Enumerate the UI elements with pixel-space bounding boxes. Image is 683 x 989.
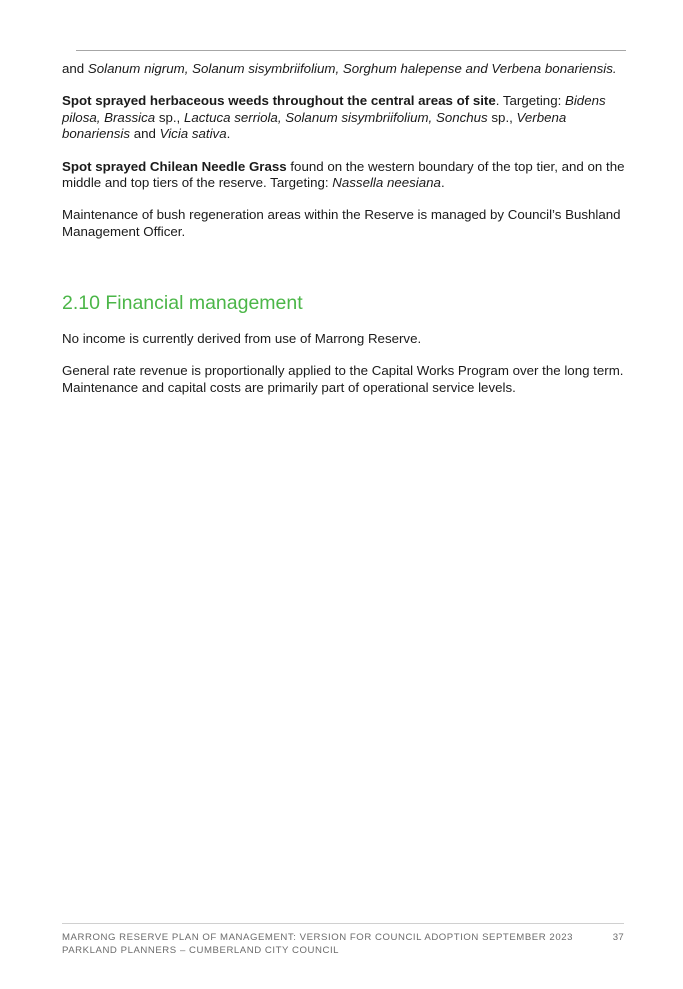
text-run: sp., [155,109,184,125]
text-run: . Targeting: [495,93,565,109]
text-run: . [226,126,231,142]
text-run: Spot sprayed herbaceous weeds throughout the central areas of site [62,93,496,109]
paragraph-spot-sprayed-chilean [62,159,628,192]
page-footer [62,931,624,957]
text-run: Bidens pilosa, Brassica [62,93,606,125]
text-run: found on the western boundary of the top tier, and on the middle and top tiers of the reserve. Targeting: [62,158,625,191]
text-run: Nassella neesiana [332,175,441,191]
text-run: . [440,175,445,191]
paragraph-income: No income is currently derived from use of Marrong Reserve. [62,331,422,346]
text-run: Solanum nigrum, Solanum sisymbriifolium, Sorghum halepense and Verbena bonariensis. [87,61,617,76]
text-run: Spot sprayed Chilean Needle Grass [62,158,287,174]
paragraph-continued-weeds [62,61,628,77]
text-run: sp., [487,109,517,125]
financial-management-text [62,331,628,412]
paragraph-rate-revenue: General rate revenue is proportionally applied to the Capital Works Program over the long term. Maintenance and capital costs are primarily part of operational service levels. [62,363,624,395]
text-run: Vicia sativa [159,126,227,142]
footer-author: PARKLAND PLANNERS – CUMBERLAND CITY COUNCIL [62,945,340,956]
text-run: and [130,126,160,142]
text-run: Lactuca serriola, Solanum sisymbriifolium, Sonchus [183,109,488,125]
section-heading: 2.10 Financial management [62,292,303,314]
footer-document-title: MARRONG RESERVE PLAN OF MANAGEMENT: VERSION FOR COUNCIL ADOPTION SEPTEMBER 2023 [62,932,573,943]
paragraph-spot-sprayed-herbaceous [62,93,628,142]
header-rule [76,50,626,51]
text-run: Verbena bonariensis [62,109,567,142]
text-run: and [62,61,88,76]
paragraph-bush-regeneration [62,207,628,240]
weed-control-text [62,61,628,240]
footer-rule [62,923,624,924]
page-number: 37 [612,932,624,943]
text-run: Maintenance of bush regeneration areas within the Reserve is managed by Council’s Bushland Management Officer. [62,207,621,239]
